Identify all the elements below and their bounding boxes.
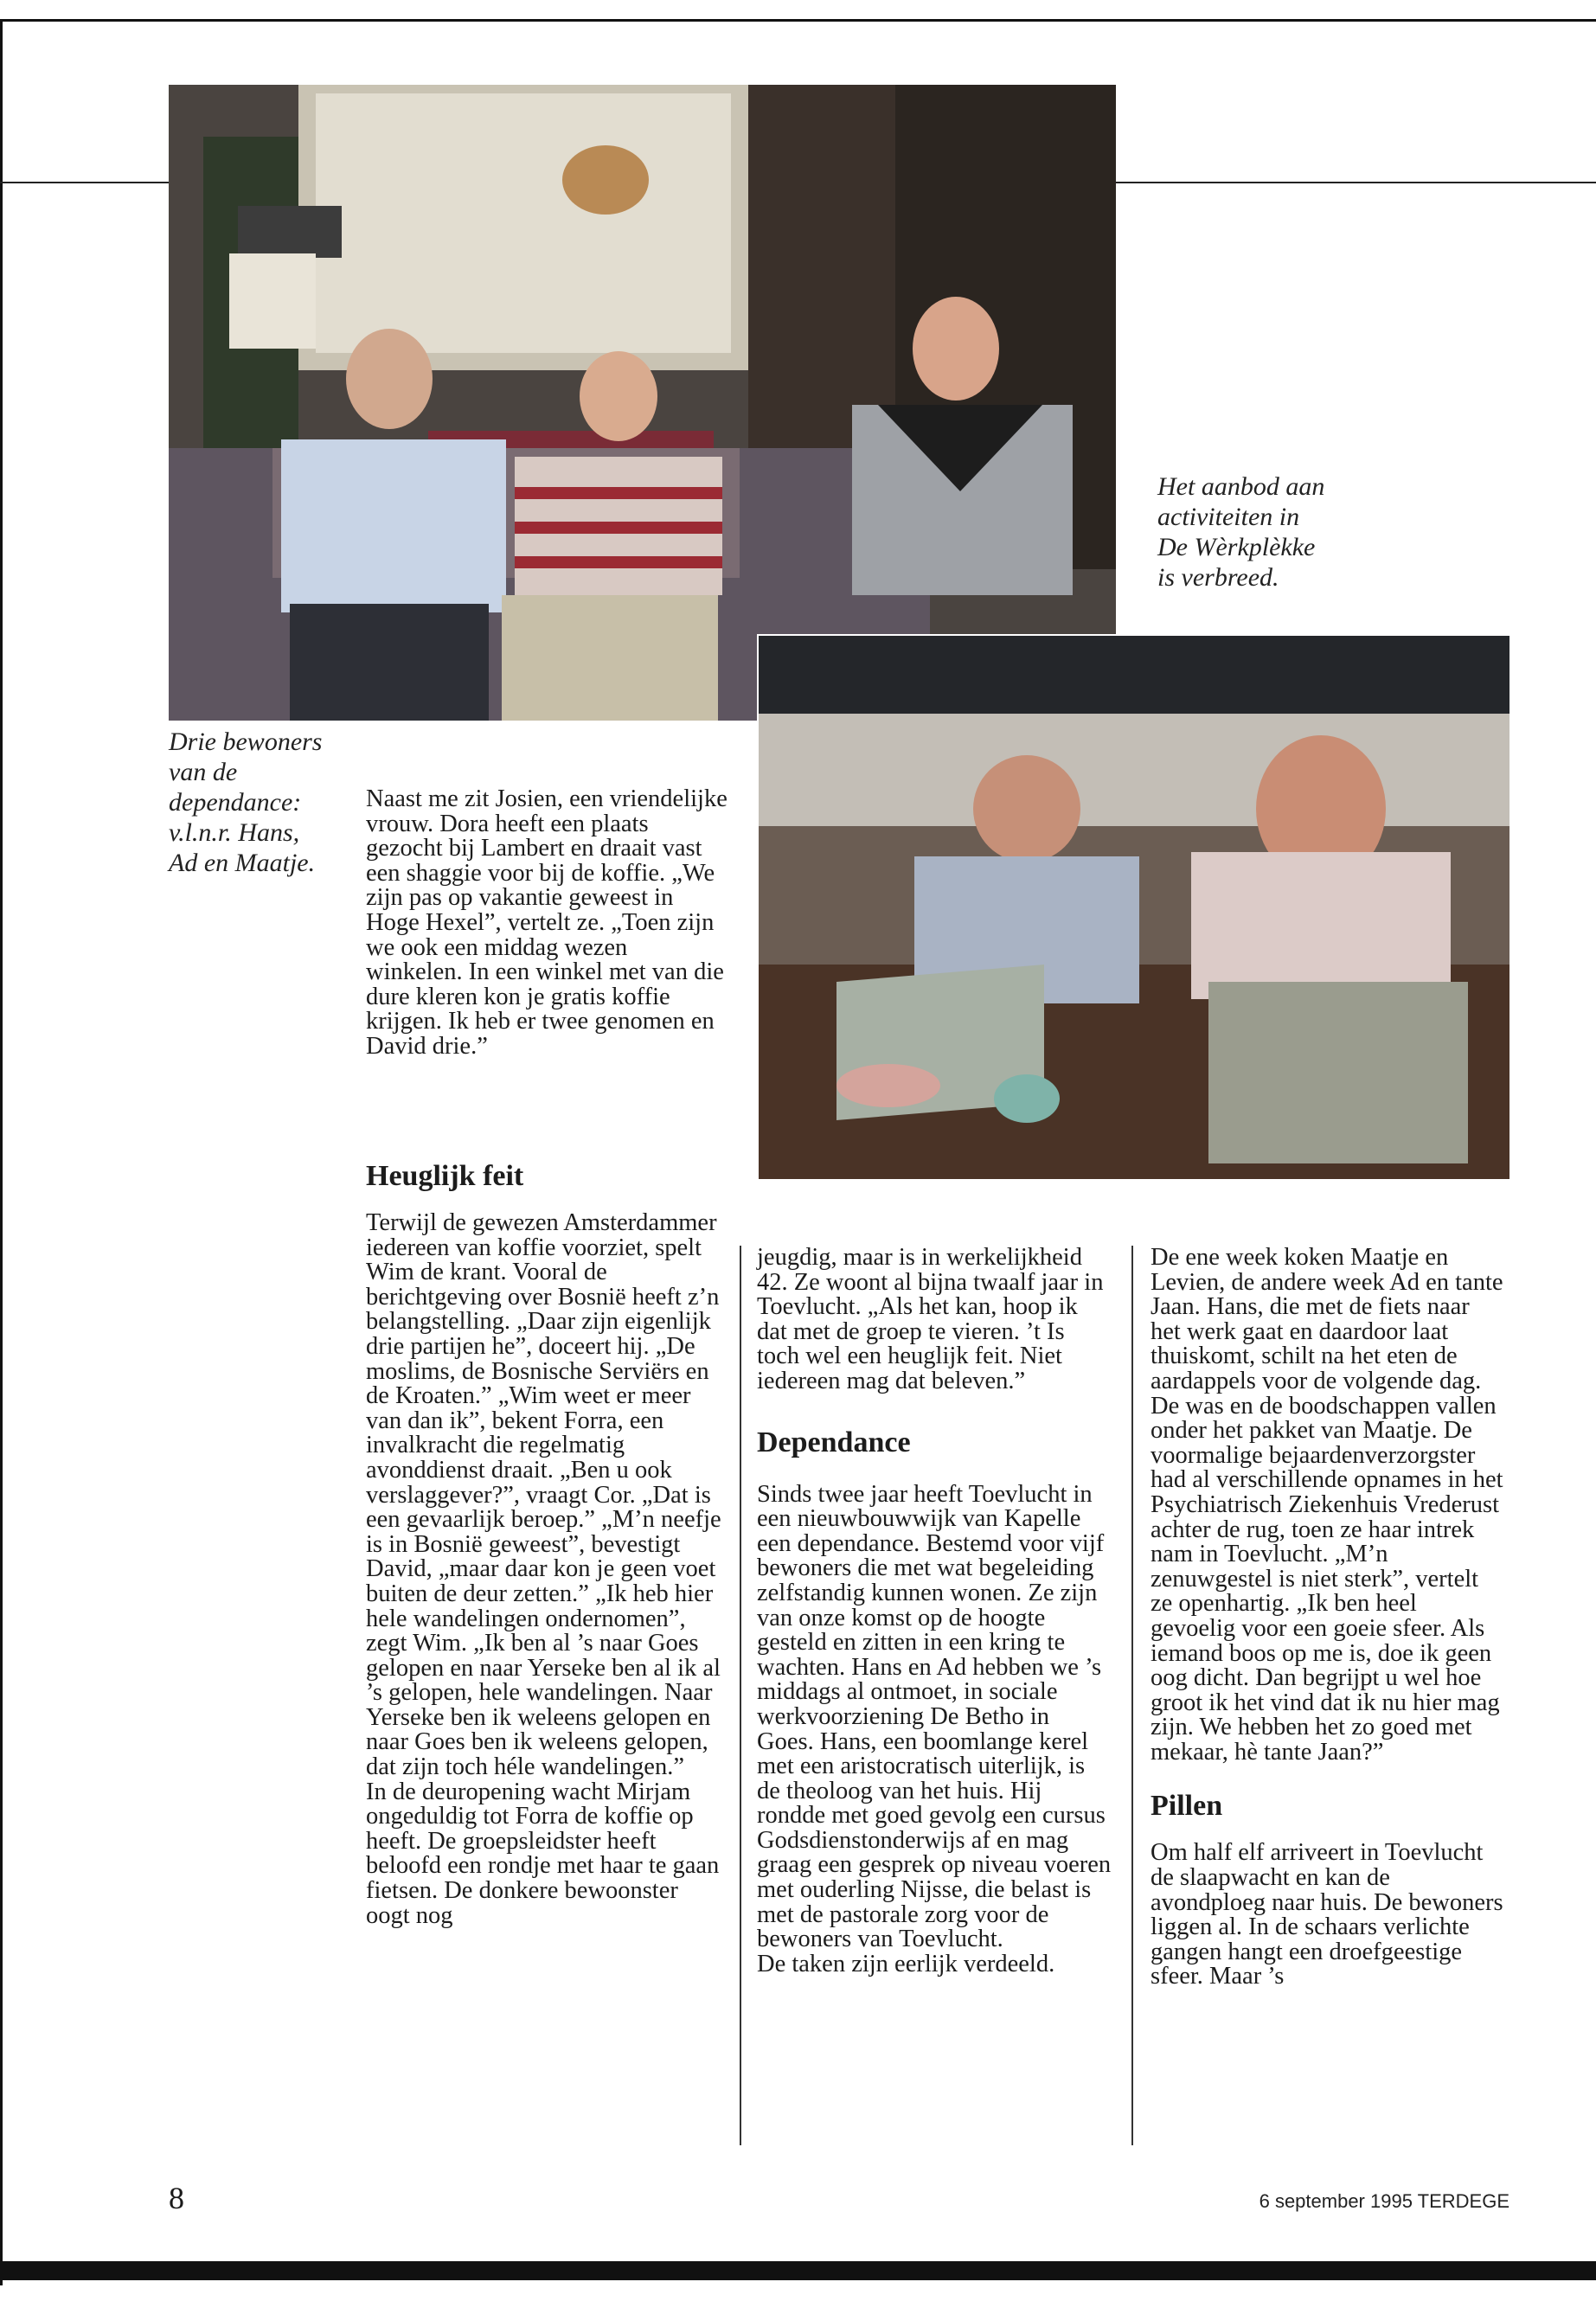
column-2-paragraph-1: jeugdig, maar is in werkelijkheid 42. Ze woont al bijna twaalf jaar in Toevlucht. „Als het kan, hoop ik dat met de groep te vieren. ’t Is toch wel een heuglijk feit. Niet iedereen mag dat beleven.” bbox=[757, 1244, 1104, 1394]
column-1-paragraph-2: In de deuropening wacht Mirjam ongeduldig tot Forra de koffie op heeft. De groepsleidster heeft beloofd een rondje met haar te gaan fietsen. De donkere bewoonster oogt nog bbox=[366, 1778, 720, 1929]
photo-caption-left: Drie bewoners van de dependance: v.l.n.r. Hans, Ad en Maatje. bbox=[169, 727, 323, 877]
intro-text: Naast me zit Josien, een vriendelijke vrouw. Dora heeft een plaats gezocht bij Lambert en draait vast een shaggie voor bij de koffie. „We zijn pas op vakantie geweest in Hoge Hexel”, vertelt ze. „Toen zijn we ook een middag wezen winkelen. In een winkel met van die dure kleren kon je gratis koffie krijgen. Ik heb er twee genomen en David drie.” bbox=[366, 785, 727, 1060]
photo-residents-on-sofa bbox=[169, 85, 1116, 721]
column-3-paragraph-1: De ene week koken Maatje en Levien, de andere week Ad en tante Jaan. Hans, die met de fiets naar het werk gaat en daardoor laat thuiskomt, schilt na het eten de aardappels voor de volgende dag. De was en de boodschappen vallen onder het pakket van Maatje. De voormalige bejaardenverzorgster had al verschillende opnames in het Psychiatrisch Ziekenhuis Vrederust achter de rug, toen ze haar intrek nam in Toevlucht. „M’n zenuwgestel is niet sterk”, vertelt ze openhartig. „Ik ben heel gevoelig voor een goeie sfeer. Als iemand boos op me is, doe ik geen oog dicht. Dan begrijpt u wel hoe groot ik het vind dat ik nu hier mag zijn. We hebben het zo goed met mekaar, hè tante Jaan?” bbox=[1151, 1244, 1503, 1766]
page-frame-top bbox=[0, 19, 1596, 22]
page-frame-left bbox=[0, 19, 3, 2285]
issue-footer: 6 september 1995 TERDEGE bbox=[1259, 2190, 1509, 2212]
subheading-heuglijk-feit-wrap bbox=[366, 1159, 523, 1194]
text-column-3 bbox=[1151, 1246, 1505, 1990]
subheading-pillen: Pillen bbox=[1151, 1790, 1223, 1823]
column-1-paragraph-1: Terwijl de gewezen Amsterdammer iedereen van koffie voorziet, spelt Wim de krant. Vooral de berichtgeving over Bosnië heeft z’n belangstelling. „Daar zijn eigenlijk drie partijen he”, doceert hij. „De moslims, de Bosnische Serviërs en de Kroaten.” „Wim weet er meer van dan ik”, bekent Forra, een invalkracht die regelmatig avonddienst draait. „Ben u ook verslaggever?”, vraagt Cor. „Dat is een gevaarlijk beroep.” „M’n neefje is in Bosnië geweest”, bevestigt David, „maar daar kon je geen voet buiten de deur zetten.” „Ik heb hier hele wandelingen ondernomen”, zegt Wim. „Ik ben al ’s naar Goes gelopen en naar Yerseke ben al ik al ’s gelopen, hele wandelingen. Naar Yerseke ben ik weleens gelopen en naar Goes ben ik weleens gelopen, dat zijn toch héle wandelingen.” bbox=[366, 1209, 721, 1781]
header-rule-right bbox=[1116, 182, 1596, 183]
page-number: 8 bbox=[169, 2181, 184, 2215]
photo-caption-right: Het aanbod aan activiteiten in De Wèrkplèkke is verbreed. bbox=[1157, 472, 1325, 592]
column-2-paragraph-2: Sinds twee jaar heeft Toevlucht in een nieuwbouwwijk van Kapelle een dependance. Bestemd voor vijf bewoners die met wat begeleiding zelfstandig kunnen wonen. Ze zijn van onze komst op de hoogte gesteld en zitten in een kring te wachten. Hans en Ad hebben we ’s middags al ontmoet, in sociale werkvoorziening De Betho in Goes. Hans, een boomlange kerel met een aristocratisch uiterlijk, is de theoloog van het huis. Hij rondde met goed gevolg een cursus Godsdienstonderwijs af en mag graag een gesprek op niveau voeren met ouderling Nijsse, die belast is met de pastorale zorg voor de bewoners van Toevlucht. bbox=[757, 1480, 1112, 1953]
column-divider-2 bbox=[1131, 1246, 1133, 2145]
column-3-paragraph-2: Om half elf arriveert in Toevlucht de slaapwacht en kan de avondploeg naar huis. De bewoners liggen al. In de schaars verlichte gangen hangt een droefgeestige sfeer. Maar ’s bbox=[1151, 1839, 1503, 1990]
intro-paragraph bbox=[366, 787, 729, 1060]
text-column-2 bbox=[757, 1246, 1112, 1977]
photo-werkplekke-activity bbox=[757, 634, 1511, 1181]
column-2-paragraph-3: De taken zijn eerlijk verdeeld. bbox=[757, 1950, 1055, 1977]
subheading-heuglijk-feit: Heuglijk feit bbox=[366, 1160, 524, 1192]
header-rule-left bbox=[0, 182, 169, 183]
subheading-dependance: Dependance bbox=[757, 1426, 911, 1458]
page-frame-bottom bbox=[0, 2261, 1596, 2280]
text-column-1 bbox=[366, 1211, 722, 1928]
column-divider-1 bbox=[740, 1246, 741, 2145]
